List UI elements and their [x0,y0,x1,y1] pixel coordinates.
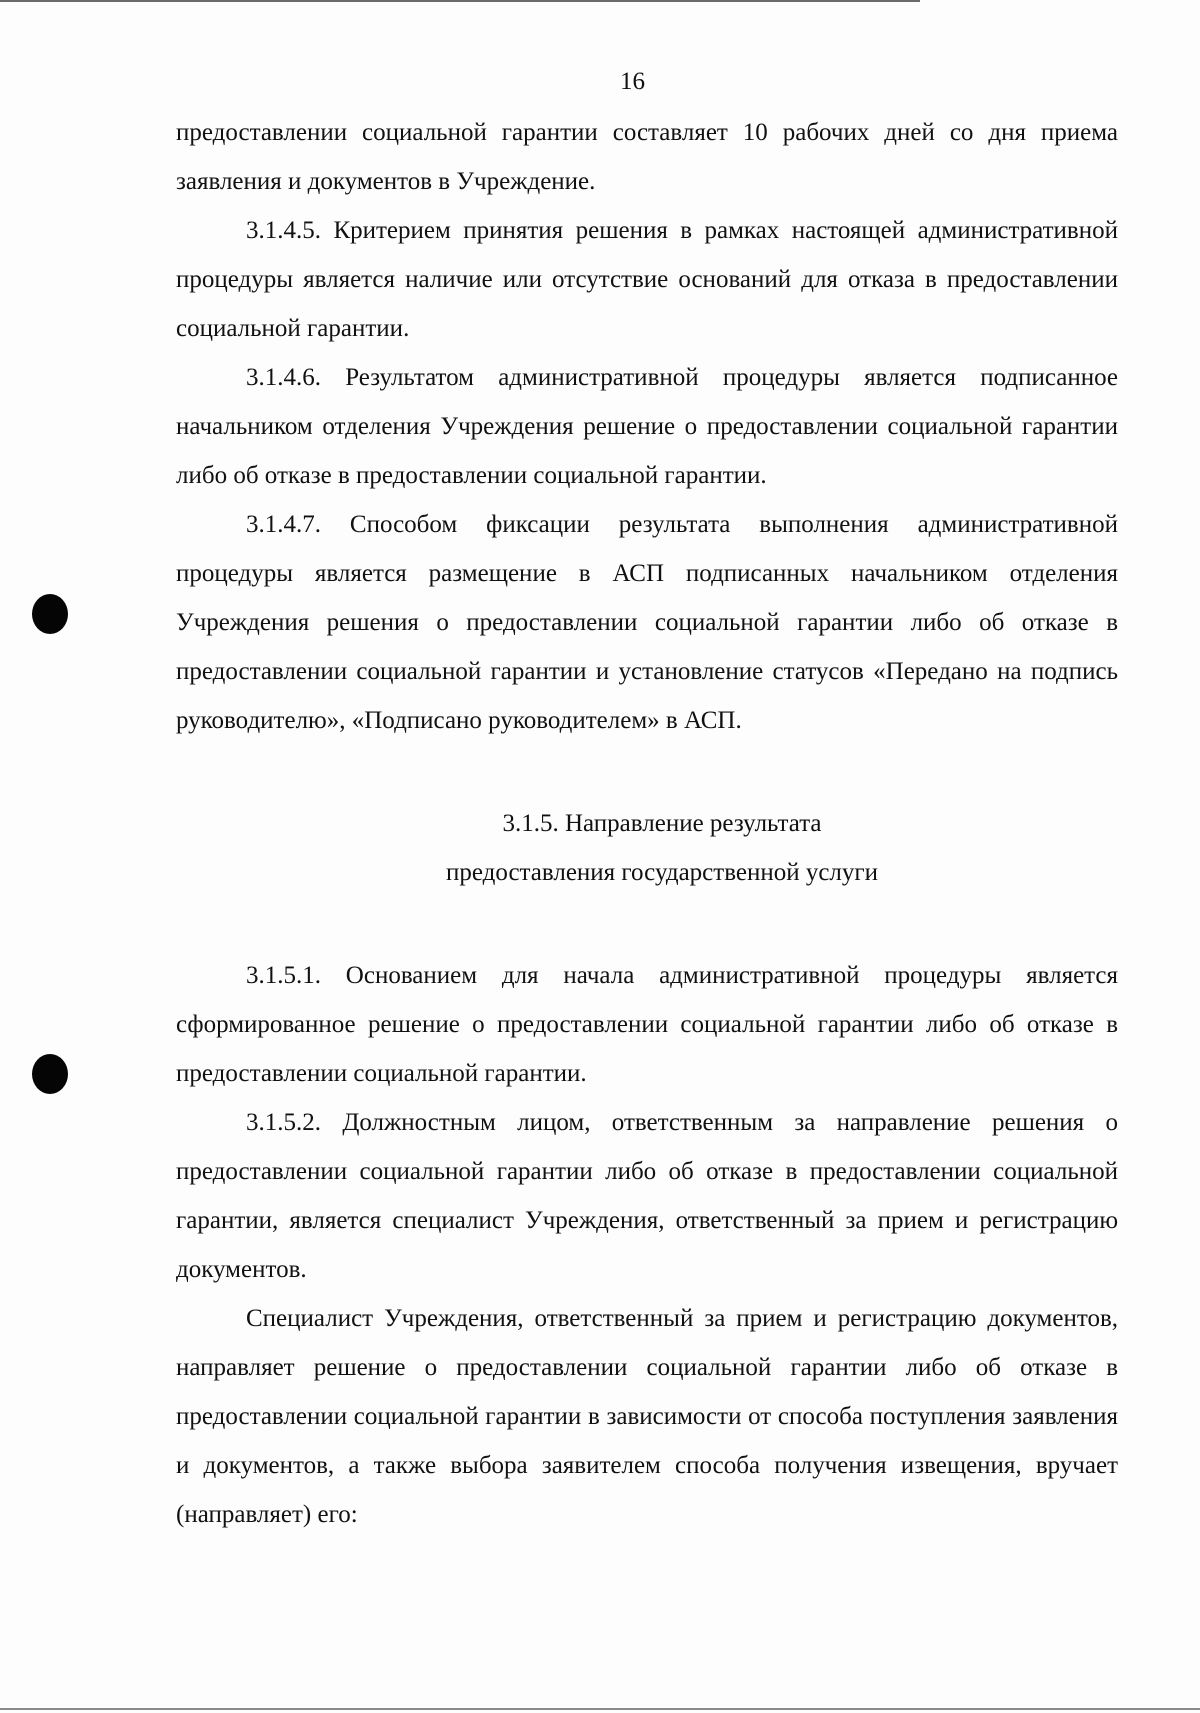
punch-hole-mark [32,1054,68,1094]
paragraph: предоставлении социальной гарантии составляет 10 рабочих дней со дня приема заявления и документов в Учреждение. [176,119,1118,195]
scan-edge-top [0,0,920,2]
paragraph: 3.1.5.2. Должностным лицом, ответственным за направление решения о предоставлении социальной гарантии либо об отказе в предоставлении социальной гарантии, является специалист Учреждения, ответственный за прием и регистрацию документов. [176,1109,1118,1283]
paragraph: 3.1.4.7. Способом фиксации результата выполнения административной процедуры является размещение в АСП подписанных начальником отделения Учреждения решения о предоставлении социальной гарантии либо об отказе в предоставлении социальной гарантии и установление статусов «Передано на подпись руководителю», «Подписано руководителем» в АСП. [176,511,1118,734]
page-number: 16 [620,68,645,95]
paragraph: 3.1.4.6. Результатом административной процедуры является подписанное начальником отделения Учреждения решение о предоставлении социальной гарантии либо об отказе в предоставлении социальной гарантии. [176,364,1118,489]
section-heading-line-2: предоставления государственной услуги [445,859,879,886]
document-body [176,108,1118,1539]
paragraph: 3.1.5.1. Основанием для начала административной процедуры является сформированное решение о предоставлении социальной гарантии либо об отказе в предоставлении социальной гарантии. [176,962,1118,1087]
punch-hole-mark [32,594,68,634]
paragraph: 3.1.4.5. Критерием принятия решения в рамках настоящей административной процедуры является наличие или отсутствие оснований для отказа в предоставлении социальной гарантии. [176,217,1118,342]
section-heading-line-1: 3.1.5. Направление результата [502,810,822,837]
section-heading [176,799,1118,897]
paragraph: Специалист Учреждения, ответственный за прием и регистрацию документов, направляет решение о предоставлении социальной гарантии либо об отказе в предоставлении социальной гарантии в зависимости от способа поступления заявления и документов, а также выбора заявителем способа получения извещения, вручает (направляет) его: [176,1305,1118,1528]
scan-edge-bottom [0,1708,1200,1710]
